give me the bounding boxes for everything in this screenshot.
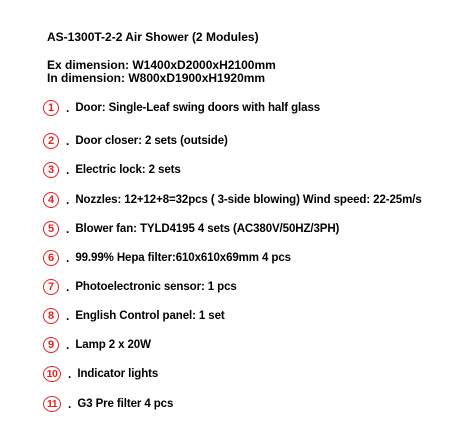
list-item	[43, 364, 158, 384]
item-separator: .	[66, 338, 70, 352]
item-text: Electric lock: 2 sets	[75, 164, 181, 176]
number-badge: 1	[43, 100, 59, 116]
number-badge: 7	[43, 279, 59, 295]
item-text: G3 Pre filter 4 pcs	[77, 398, 174, 410]
item-separator: .	[66, 193, 70, 207]
item-text: Door: Single-Leaf swing doors with half glass	[75, 102, 321, 114]
item-separator: .	[66, 134, 70, 148]
number-badge: 4	[43, 192, 59, 208]
item-text: Blower fan: TYLD4195 4 sets (AC380V/50HZ/3PH)	[75, 223, 340, 235]
item-separator: .	[66, 101, 70, 115]
item-separator: .	[68, 397, 72, 411]
list-item	[43, 190, 422, 210]
list-item	[43, 131, 228, 151]
item-separator: .	[68, 367, 72, 381]
item-separator: .	[66, 251, 70, 265]
number-badge: 2	[43, 133, 59, 149]
number-badge: 5	[43, 221, 59, 237]
item-text: Nozzles: 12+12+8=32pcs ( 3-side blowing) Wind speed: 22-25m/s	[75, 194, 422, 206]
item-separator: .	[66, 163, 70, 177]
number-badge: 11	[43, 396, 61, 412]
document-title: AS-1300T-2-2 Air Shower (2 Modules)	[47, 30, 259, 44]
item-text: Indicator lights	[77, 368, 159, 380]
item-text: English Control panel: 1 set	[75, 310, 225, 322]
list-item	[43, 335, 151, 355]
item-separator: .	[66, 222, 70, 236]
item-separator: .	[66, 280, 70, 294]
in-dimension: In dimension: W800xD1900xH1920mm	[47, 71, 266, 85]
number-badge: 8	[43, 308, 59, 324]
list-item	[43, 98, 320, 118]
list-item	[43, 160, 181, 180]
list-item	[43, 306, 225, 326]
ex-dimension: Ex dimension: W1400xD2000xH2100mm	[47, 58, 276, 72]
list-item	[43, 219, 339, 239]
item-text: Lamp 2 x 20W	[75, 339, 151, 351]
item-text: Photoelectronic sensor: 1 pcs	[75, 281, 237, 293]
item-separator: .	[66, 309, 70, 323]
list-item	[43, 394, 173, 414]
item-text: 99.99% Hepa filter:610x610x69mm 4 pcs	[75, 252, 291, 264]
number-badge: 10	[43, 366, 61, 382]
list-item	[43, 277, 237, 297]
number-badge: 3	[43, 162, 59, 178]
number-badge: 9	[43, 337, 59, 353]
number-badge: 6	[43, 250, 59, 266]
item-text: Door closer: 2 sets (outside)	[75, 135, 228, 147]
list-item	[43, 248, 291, 268]
